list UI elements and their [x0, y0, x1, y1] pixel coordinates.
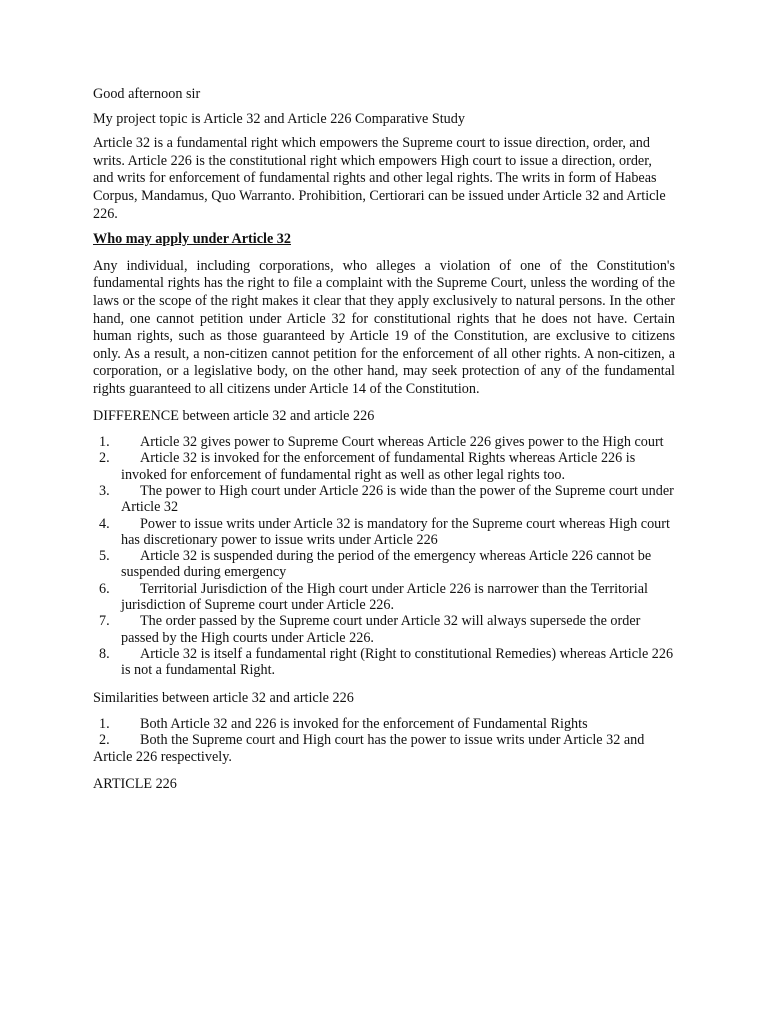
list-item-text: Power to issue writs under Article 32 is mandatory for the Supreme court whereas High court has discretionary power to issue writs under Article 226: [121, 515, 670, 548]
list-item-text: Both Article 32 and 226 is invoked for the enforcement of Fundamental Rights: [140, 716, 588, 733]
list-item: [93, 548, 675, 581]
difference-list: [93, 434, 675, 678]
list-number: 2.: [99, 732, 110, 749]
list-item-text: Territorial Jurisdiction of the High court under Article 226 is narrower than the Territorial jurisdiction of Supreme court under Article 226.: [121, 580, 648, 614]
list-item: [93, 516, 675, 549]
list-item: [93, 450, 675, 483]
list-item: [93, 581, 675, 614]
intro-paragraph: Article 32 is a fundamental right which empowers the Supreme court to issue direction, order, and writs. Article 226 is the constitutional right which empowers High court to issue a direction, order, and writs for enforcement of fundamental rights and other legal rights. The writs in form of Habeas Corpus, Mandamus, Quo Warranto. Prohibition, Certiorari can be issued under Article 32 and Article 226.: [93, 135, 666, 222]
list-number: 6.: [99, 580, 110, 597]
who-paragraph: Any individual, including corporations, who alleges a violation of one of the Constitution's fundamental rights has the right to file a complaint with the Supreme Court, unless the wording of the laws or the scope of the right makes it clear that they apply exclusively to natural persons. In the other hand, one cannot petition under Article 32 for constitutional rights that he does not have. Certain human rights, such as those guaranteed by Article 19 of the Constitution, are exclusive to citizens only. As a result, a non-citizen cannot petition for the enforcement of all other rights. A non-citizen, a corporation, or a legislative body, on the other hand, may seek protection of any of the fundamental rights guaranteed to all citizens under Article 14 of the Constitution.: [93, 257, 675, 397]
document-page: [93, 86, 675, 794]
list-number: 7.: [99, 613, 110, 630]
list-item: [93, 613, 675, 646]
topic-line: My project topic is Article 32 and Article 226 Comparative Study: [93, 110, 465, 127]
similarities-label: Similarities between article 32 and article 226: [93, 689, 354, 706]
similarities-list: [93, 716, 675, 765]
greeting-line: Good afternoon sir: [93, 86, 201, 102]
list-number: 8.: [99, 645, 110, 662]
list-number: 1.: [99, 434, 110, 451]
footer-title: ARTICLE 226: [93, 776, 177, 793]
list-number: 1.: [99, 716, 110, 733]
list-item: [93, 646, 675, 679]
list-item-text: Both the Supreme court and High court has the power to issue writs under Article 32 and Article 226 respectively.: [93, 732, 645, 765]
difference-label: DIFFERENCE between article 32 and article 226: [93, 407, 375, 424]
list-number: 2.: [99, 450, 110, 467]
list-item: [93, 434, 675, 450]
list-number: 3.: [99, 482, 110, 499]
list-item-text: Article 32 gives power to Supreme Court whereas Article 226 gives power to the High court: [140, 434, 664, 451]
list-item-text: Article 32 is suspended during the period of the emergency whereas Article 226 cannot be suspended during emergency: [121, 548, 652, 581]
list-item: [93, 732, 675, 765]
list-item: [93, 483, 675, 516]
list-number: 5.: [99, 548, 110, 565]
list-item-text: Article 32 is invoked for the enforcement of fundamental Rights whereas Article 226 is invoked for enforcement of fundamental right as well as other legal rights too.: [121, 450, 636, 483]
who-heading: Who may apply under Article 32: [93, 231, 291, 248]
list-item: [93, 716, 675, 732]
list-item-text: The power to High court under Article 226 is wide than the power of the Supreme court under Article 32: [121, 482, 674, 516]
list-item-text: Article 32 is itself a fundamental right (Right to constitutional Remedies) whereas Article 226 is not a fundamental Right.: [121, 645, 674, 679]
list-item-text: The order passed by the Supreme court under Article 32 will always supersede the order passed by the High courts under Article 226.: [121, 613, 641, 646]
list-number: 4.: [99, 515, 110, 532]
